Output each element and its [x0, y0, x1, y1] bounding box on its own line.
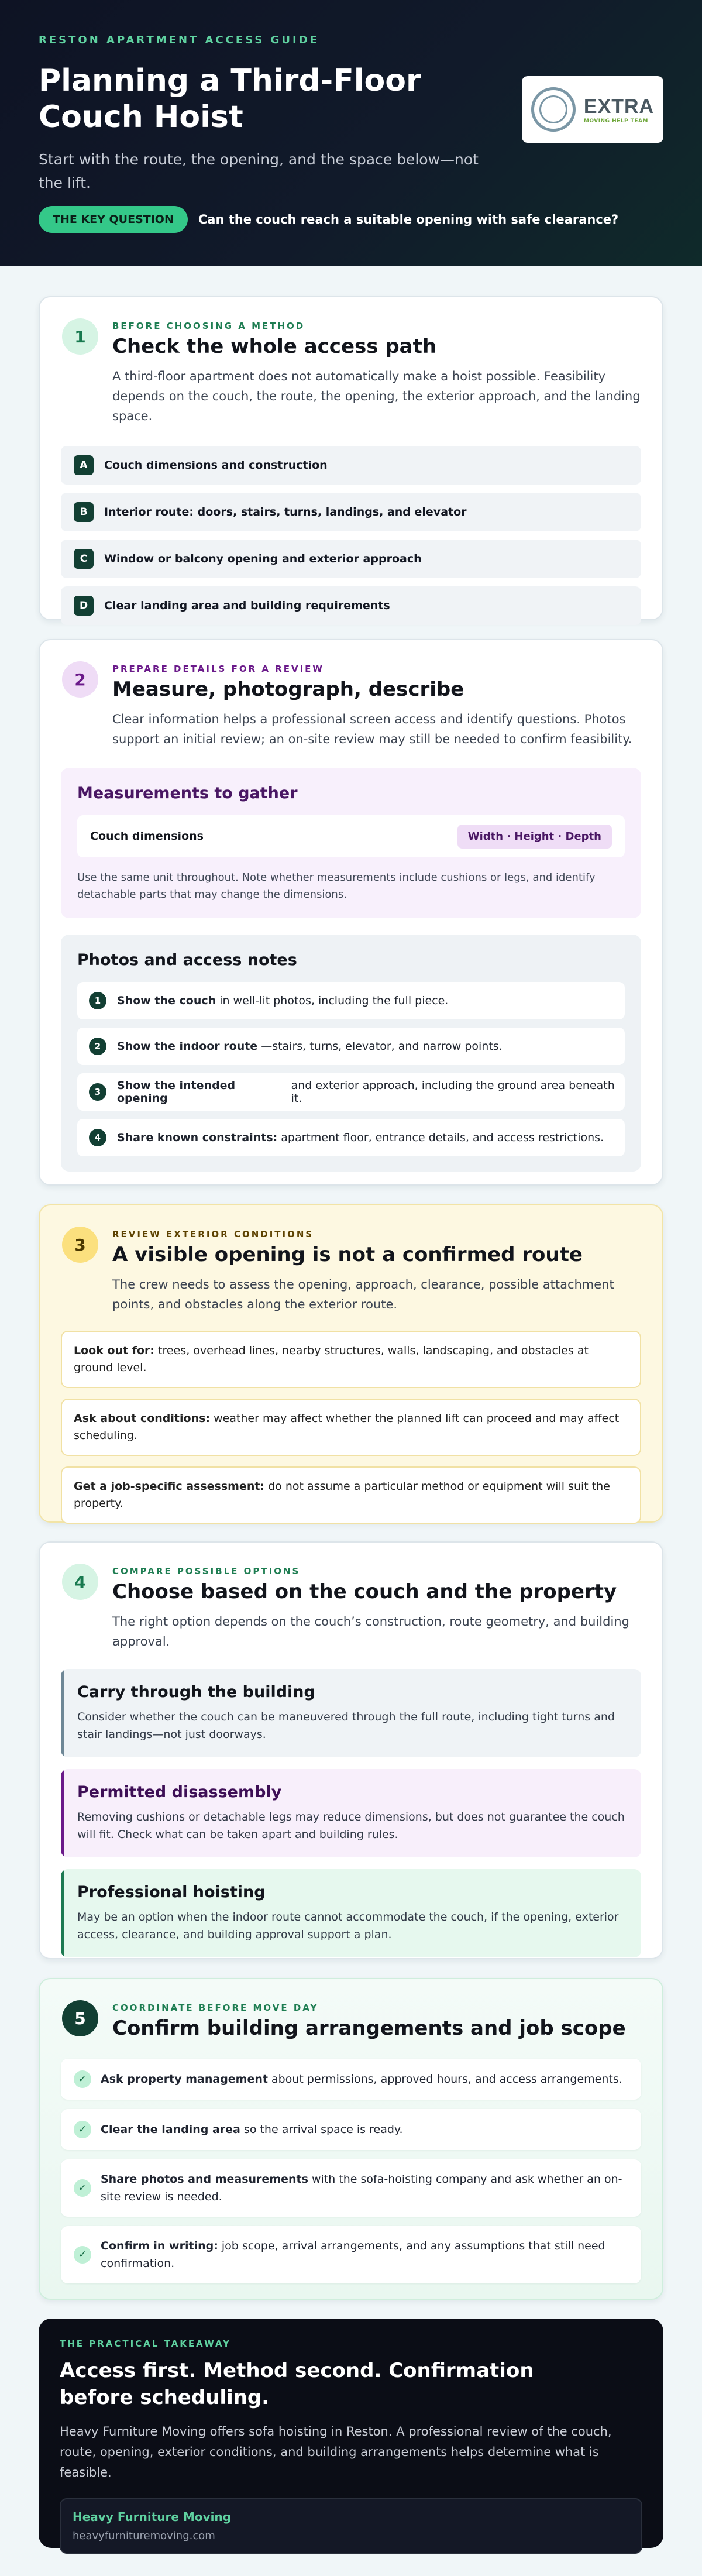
- item-text: job scope, arrival arrangements, and any assumptions that still need confirmation.: [101, 2240, 605, 2270]
- measurements-panel: [61, 768, 641, 918]
- measurements-title: Measurements to gather: [77, 784, 298, 802]
- section-eyebrow: BEFORE CHOOSING A METHOD: [112, 321, 305, 331]
- photos-panel: [61, 935, 641, 1172]
- item-bold: Share known constraints:: [117, 1131, 278, 1144]
- list-item: [77, 982, 625, 1019]
- list-item: [77, 1119, 625, 1156]
- item-bold: Show the couch: [117, 994, 216, 1007]
- section-eyebrow: COORDINATE BEFORE MOVE DAY: [112, 2003, 319, 2013]
- section-eyebrow: REVIEW EXTERIOR CONDITIONS: [112, 1229, 314, 1239]
- takeaway-text: Heavy Furniture Moving offers sofa hoisting in Reston. A professional review of the couch, route, opening, exterior conditions, and building arrangements helps determine what is feasible.: [60, 2424, 612, 2479]
- business-name: Heavy Furniture Moving: [73, 2510, 231, 2524]
- number-badge: 3: [89, 1083, 106, 1101]
- note-text: do not assume a particular method or equipment will suit the property.: [74, 1480, 610, 1510]
- step-number: 3: [62, 1227, 98, 1263]
- page-title: Planning a Third-Floor Couch Hoist: [39, 63, 421, 135]
- number-badge: 2: [89, 1038, 106, 1055]
- check-icon: ✓: [74, 2179, 91, 2197]
- list-item: [61, 493, 641, 531]
- note-bold: Ask about conditions:: [74, 1412, 211, 1425]
- hero: [0, 0, 702, 266]
- letter-badge: A: [74, 455, 94, 475]
- dimensions-label: Couch dimensions: [90, 830, 204, 843]
- checklist-item: [61, 2109, 641, 2150]
- checklist-item: [61, 2059, 641, 2100]
- item-bold: Show the indoor route: [117, 1040, 258, 1053]
- list-item-label: Couch dimensions and construction: [104, 459, 328, 472]
- section-eyebrow: PREPARE DETAILS FOR A REVIEW: [112, 664, 324, 674]
- note-text: weather may affect whether the planned lift can proceed and may affect scheduling.: [74, 1412, 620, 1442]
- practical-takeaway: [39, 2319, 663, 2548]
- logo-word: EXTRA: [583, 95, 655, 118]
- option-text: Consider whether the couch can be maneuvered through the full route, including tight turns and stair landings—not just doorways.: [77, 1711, 615, 1741]
- section-compare-options: [39, 1541, 663, 1959]
- option-text: May be an option when the indoor route cannot accommodate the couch, if the opening, exterior access, clearance, and building approval support a plan.: [77, 1911, 619, 1941]
- item-bold: Clear the landing area: [101, 2123, 240, 2136]
- step-number: 1: [62, 318, 98, 355]
- option-disassembly: [61, 1769, 641, 1857]
- list-item: [77, 1028, 625, 1065]
- takeaway-eyebrow: THE PRACTICAL TAKEAWAY: [60, 2338, 232, 2349]
- photos-title: Photos and access notes: [77, 951, 297, 969]
- section-title: Check the whole access path: [112, 335, 437, 358]
- check-icon: ✓: [74, 2070, 91, 2088]
- business-url[interactable]: heavyfurnituremoving.com: [73, 2530, 215, 2542]
- step-number: 5: [62, 2000, 98, 2036]
- section-exterior-conditions: [39, 1204, 663, 1523]
- note-bold: Get a job-specific assessment:: [74, 1480, 265, 1493]
- exterior-note: [61, 1399, 641, 1456]
- list-item: [61, 446, 641, 485]
- section-access-path: [39, 296, 663, 620]
- section-title: A visible opening is not a confirmed route: [112, 1243, 583, 1266]
- exterior-note: [61, 1466, 641, 1524]
- measurements-note: Use the same unit throughout. Note whether measurements include cushions or legs, and identify detachable parts that may change the dimensions.: [77, 871, 596, 901]
- item-text: so the arrival space is ready.: [243, 2123, 403, 2136]
- key-question-text: Can the couch reach a suitable opening with safe clearance?: [198, 212, 619, 226]
- letter-badge: C: [74, 549, 94, 569]
- step-number: 4: [62, 1564, 98, 1600]
- item-text: —stairs, turns, elevator, and narrow points.: [261, 1040, 503, 1053]
- business-card: [60, 2498, 642, 2554]
- section-description: A third-floor apartment does not automatically make a hoist possible. Feasibility depends on the couch, the route, the opening, the exterior approach, and the landing space.: [112, 369, 641, 423]
- section-description: The crew needs to assess the opening, approach, clearance, possible attachment points, and obstacles along the exterior route.: [112, 1277, 614, 1311]
- item-bold: Confirm in writing:: [101, 2240, 218, 2252]
- company-logo: [522, 76, 663, 143]
- logo-mark-icon: [531, 87, 576, 132]
- check-icon: ✓: [74, 2121, 91, 2138]
- section-description: The right option depends on the couch’s construction, route geometry, and building approval.: [112, 1615, 629, 1648]
- option-hoisting: [61, 1869, 641, 1957]
- step-number: 2: [62, 661, 98, 698]
- list-item-label: Window or balcony opening and exterior approach: [104, 552, 422, 565]
- takeaway-title: Access first. Method second. Confirmation before scheduling.: [60, 2359, 534, 2409]
- number-badge: 1: [89, 992, 106, 1009]
- option-title: Carry through the building: [77, 1683, 315, 1701]
- section-description: Clear information helps a professional screen access and identify questions. Photos support an initial review; an on-site review may still be needed to confirm feasibility.: [112, 712, 632, 746]
- hero-intro: Start with the route, the opening, and the space below—not the lift.: [39, 151, 479, 191]
- access-checklist: [61, 446, 641, 625]
- hero-eyebrow: RESTON APARTMENT ACCESS GUIDE: [39, 34, 319, 46]
- section-title: Confirm building arrangements and job scope: [112, 2017, 626, 2040]
- list-item: [61, 540, 641, 578]
- checklist-item: [61, 2159, 641, 2217]
- item-text: and exterior approach, including the ground area beneath it.: [291, 1079, 615, 1105]
- exterior-note: [61, 1331, 641, 1388]
- list-item-label: Clear landing area and building requirements: [104, 599, 390, 612]
- dimensions-badge: Width · Height · Depth: [457, 825, 612, 849]
- section-title: Choose based on the couch and the property: [112, 1580, 617, 1603]
- section-measure-photograph: [39, 639, 663, 1186]
- key-question-pill: THE KEY QUESTION: [39, 206, 188, 233]
- item-bold: Show the intended opening: [117, 1079, 236, 1105]
- section-building-arrangements: [39, 1978, 663, 2300]
- letter-badge: B: [74, 502, 94, 522]
- item-bold: Share photos and measurements: [101, 2173, 308, 2186]
- list-item: [77, 1073, 625, 1111]
- letter-badge: D: [74, 596, 94, 616]
- item-text: apartment floor, entrance details, and access restrictions.: [281, 1131, 604, 1144]
- key-question-row: [39, 206, 618, 233]
- item-text: with the sofa-hoisting company and ask whether an on-site review is needed.: [101, 2173, 622, 2203]
- checklist-item: [61, 2226, 641, 2283]
- option-title: Professional hoisting: [77, 1883, 266, 1901]
- note-text: trees, overhead lines, nearby structures, walls, landscaping, and obstacles at ground level.: [74, 1344, 589, 1374]
- item-bold: Ask property management: [101, 2073, 268, 2086]
- logo-tag: MOVING HELP TEAM: [583, 118, 648, 124]
- option-title: Permitted disassembly: [77, 1783, 282, 1801]
- list-item-label: Interior route: doors, stairs, turns, landings, and elevator: [104, 506, 467, 518]
- note-bold: Look out for:: [74, 1344, 155, 1357]
- item-text: about permissions, approved hours, and access arrangements.: [271, 2073, 622, 2086]
- item-text: in well-lit photos, including the full piece.: [219, 994, 449, 1007]
- check-icon: ✓: [74, 2246, 91, 2264]
- couch-dimensions-row: [77, 815, 625, 857]
- section-eyebrow: COMPARE POSSIBLE OPTIONS: [112, 1566, 301, 1576]
- option-text: Removing cushions or detachable legs may reduce dimensions, but does not guarantee the couch will fit. Check what can be taken apart and building rules.: [77, 1811, 625, 1841]
- section-title: Measure, photograph, describe: [112, 678, 464, 701]
- option-carry: [61, 1669, 641, 1757]
- number-badge: 4: [89, 1129, 106, 1146]
- list-item: [61, 586, 641, 625]
